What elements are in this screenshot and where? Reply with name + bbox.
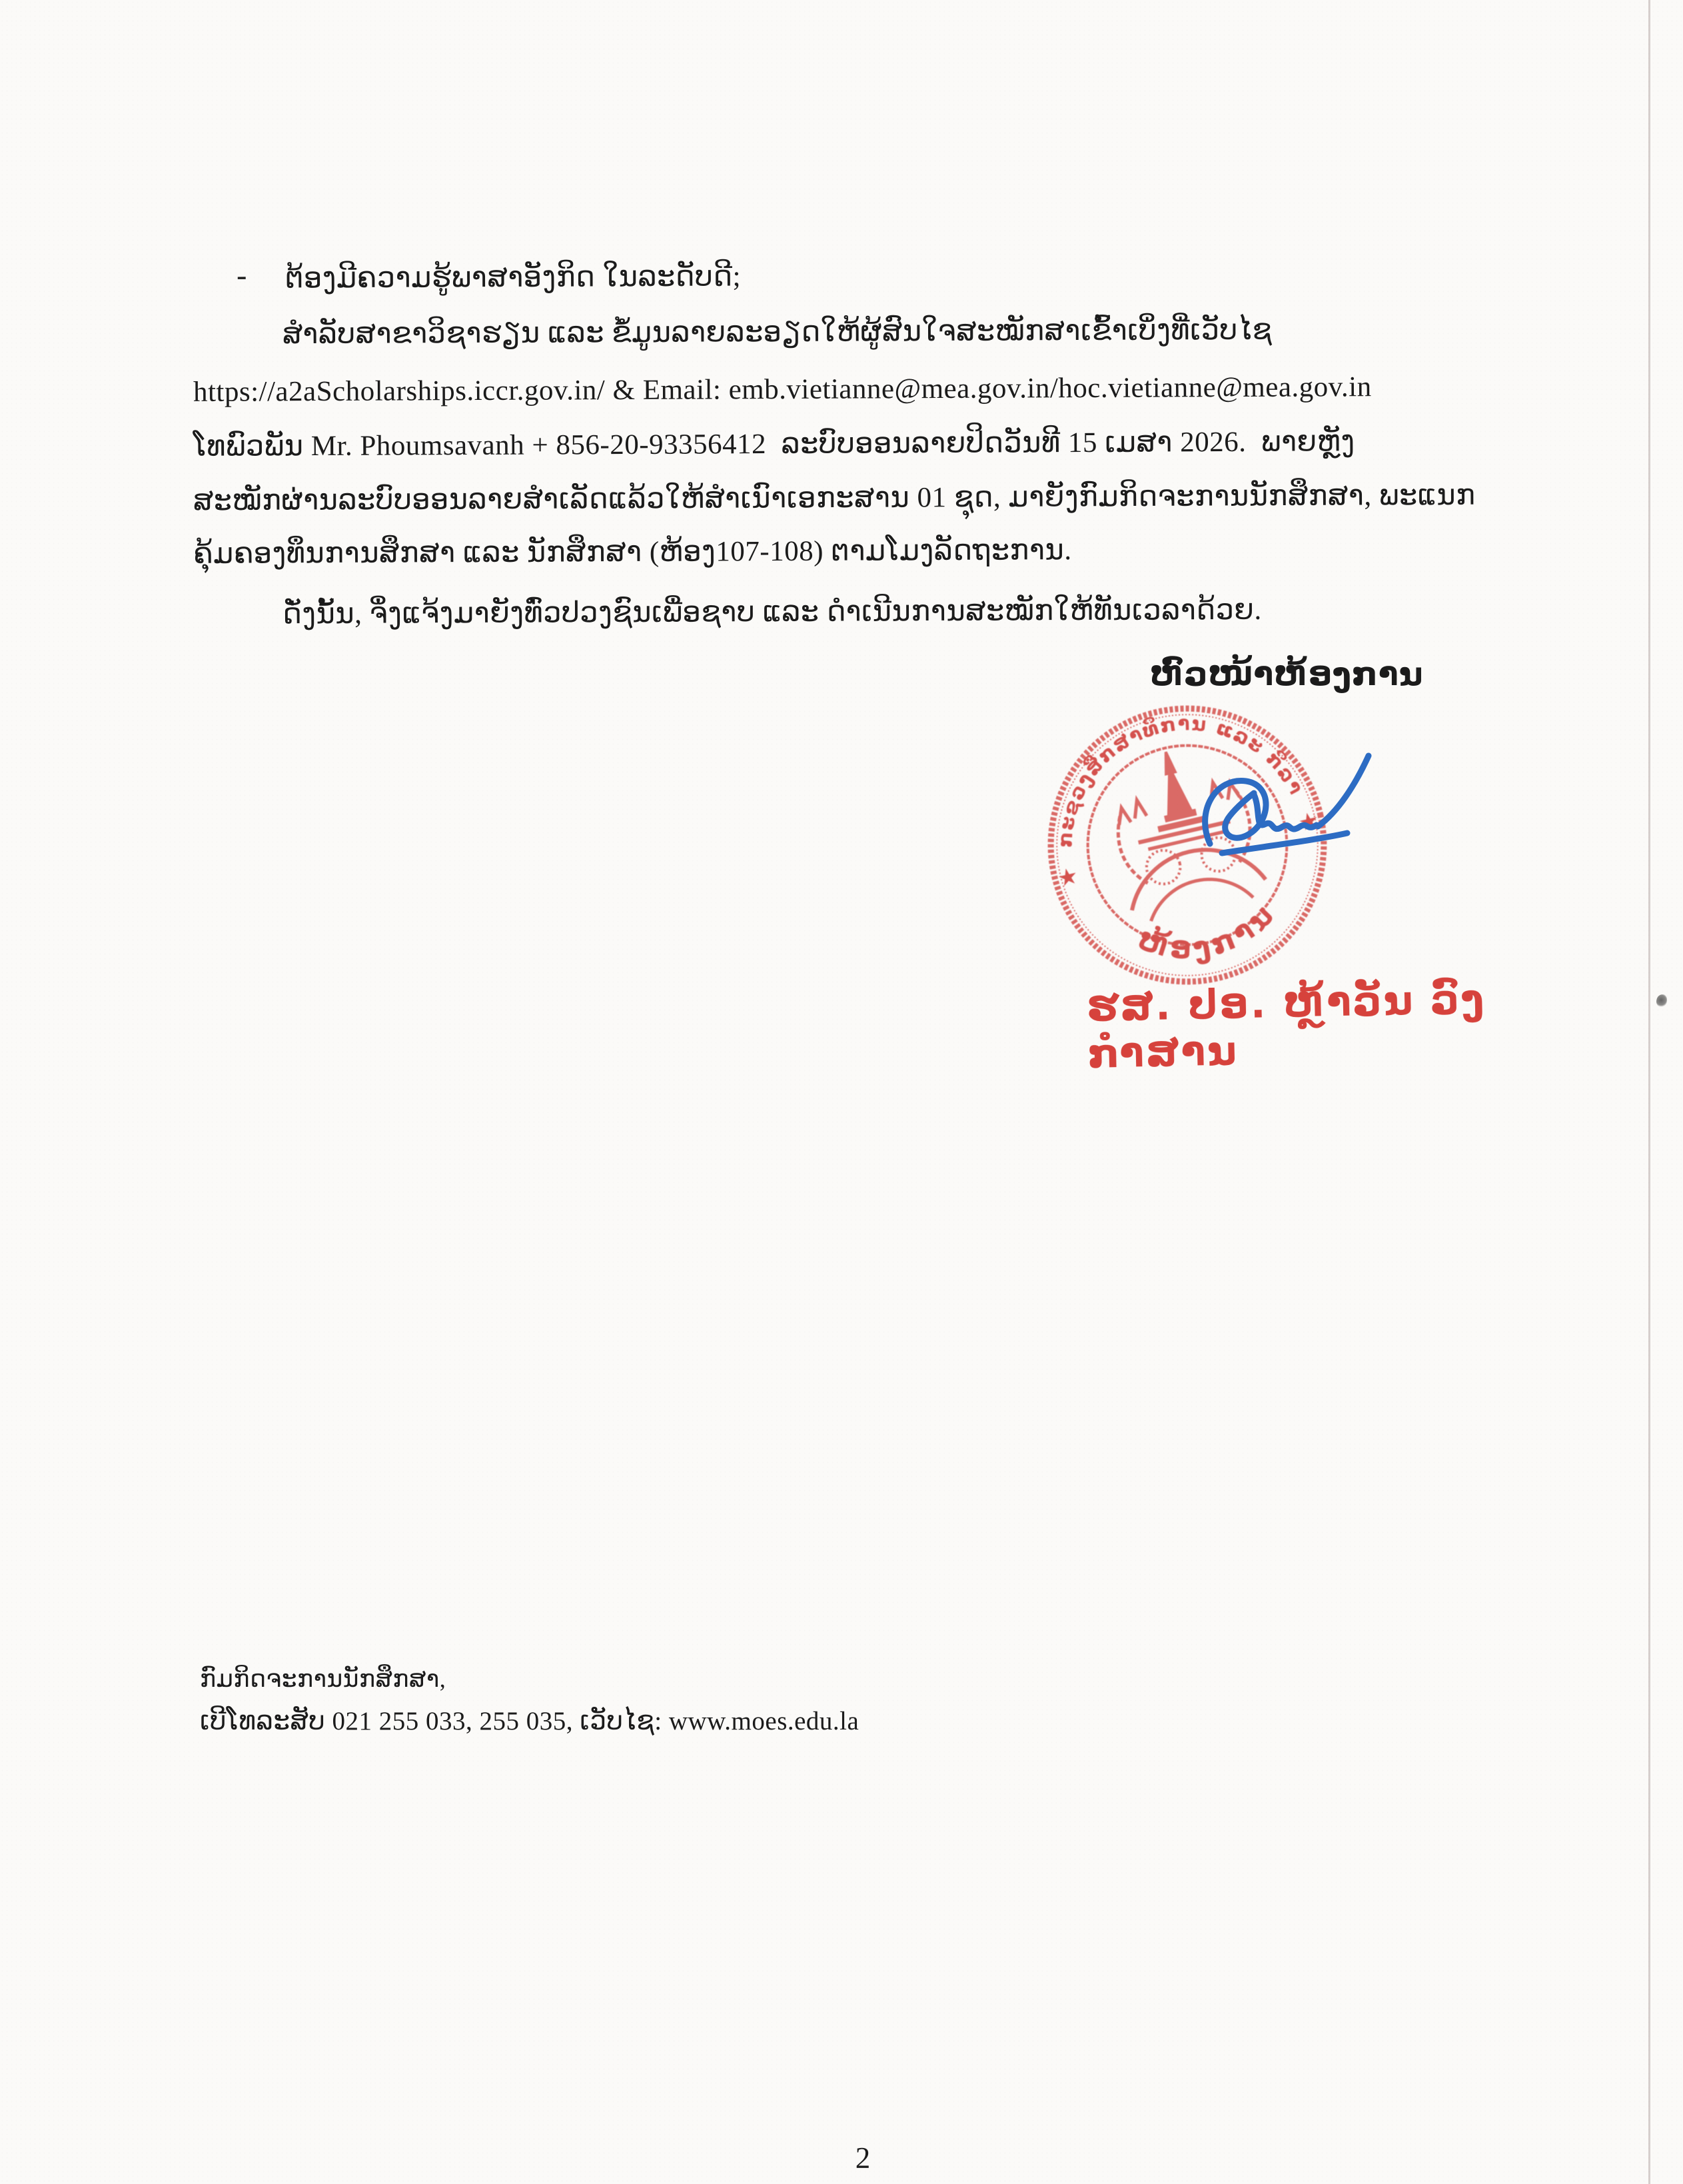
stamp-star-left-icon: ★ (1055, 862, 1081, 892)
signatory-title: ຫົວໜ້າຫ້ອງການ (1150, 655, 1424, 693)
requirement-line: ຕ້ອງມີຄວາມຮູ້ພາສາອັງກິດ ໃນລະດັບດີ; (284, 261, 742, 295)
signer-name-stamp: ຮສ. ປອ. ຫຼ້າວັນ ວົງກຳສານ (1086, 976, 1486, 1078)
info-line-office: ຄຸ້ມຄອງທຶນການສຶກສາ ແລະ ນັກສຶກສາ (ຫ້ອງ107-108) ຕາມໂມງລັດຖະການ. (193, 535, 1072, 570)
info-line-1: ສຳລັບສາຂາວິຊາຮຽນ ແລະ ຂໍ້ມູນລາຍລະອຽດໃຫ້ຜູ້ສົນໃຈສະໝັກສາເຂົ້າເບິ່ງທີ່ເວັບໄຊ (282, 314, 1273, 351)
stamp-star-right-icon: ★ (1296, 807, 1322, 837)
info-line-submission: ສະໝັກຜ່ານລະບົບອອນລາຍສຳເລັດແລ້ວໃຫ້ສຳເນົາເອກະສານ 01 ຊຸດ, ມາຍັງກົມກິດຈະການນັກສຶກສາ, ພະແນກ (193, 479, 1476, 517)
info-line-contact: ໂທພົວພັນ Mr. Phoumsavanh + 856-20-93356412 ລະບົບອອນລາຍປິດວັນທີ 15 ເມສາ 2026. ພາຍຫຼັງ (193, 426, 1355, 463)
stamp-arc-bottom-text: ຫ້ອງການ (1134, 896, 1283, 966)
signature-strokes (1205, 756, 1369, 853)
gear-left (1143, 847, 1184, 888)
footer-department: ກົມກິດຈະການນັກສຶກສາ, (200, 1665, 446, 1692)
bullet-marker: - (236, 257, 247, 293)
page-number: 2 (855, 2141, 871, 2175)
handwritten-signature (1187, 745, 1401, 905)
scan-edge-line (1648, 0, 1650, 2184)
stamp-arc-top-text: ກະຊວງສຶກສາທິການ ແລະ ກິລາ (1053, 712, 1309, 848)
closing-line: ດັ່ງນັ້ນ, ຈຶ່ງແຈ້ງມາຍັງທົ່ວປວງຊົນເພື່ອຊາບ ແລະ ດຳເນີນການສະໝັກໃຫ້ທັນເວລາດ້ວຍ. (282, 594, 1262, 630)
scan-speck (1656, 994, 1667, 1007)
footer-contact: ເບີໂທລະສັບ 021 255 033, 255 035, ເວັບໄຊ: www.moes.edu.la (200, 1707, 859, 1735)
info-line-url: https://a2aScholarships.iccr.gov.in/ & Email: emb.vietianne@mea.gov.in/hoc.vietianne@mea.gov.in (193, 371, 1372, 408)
